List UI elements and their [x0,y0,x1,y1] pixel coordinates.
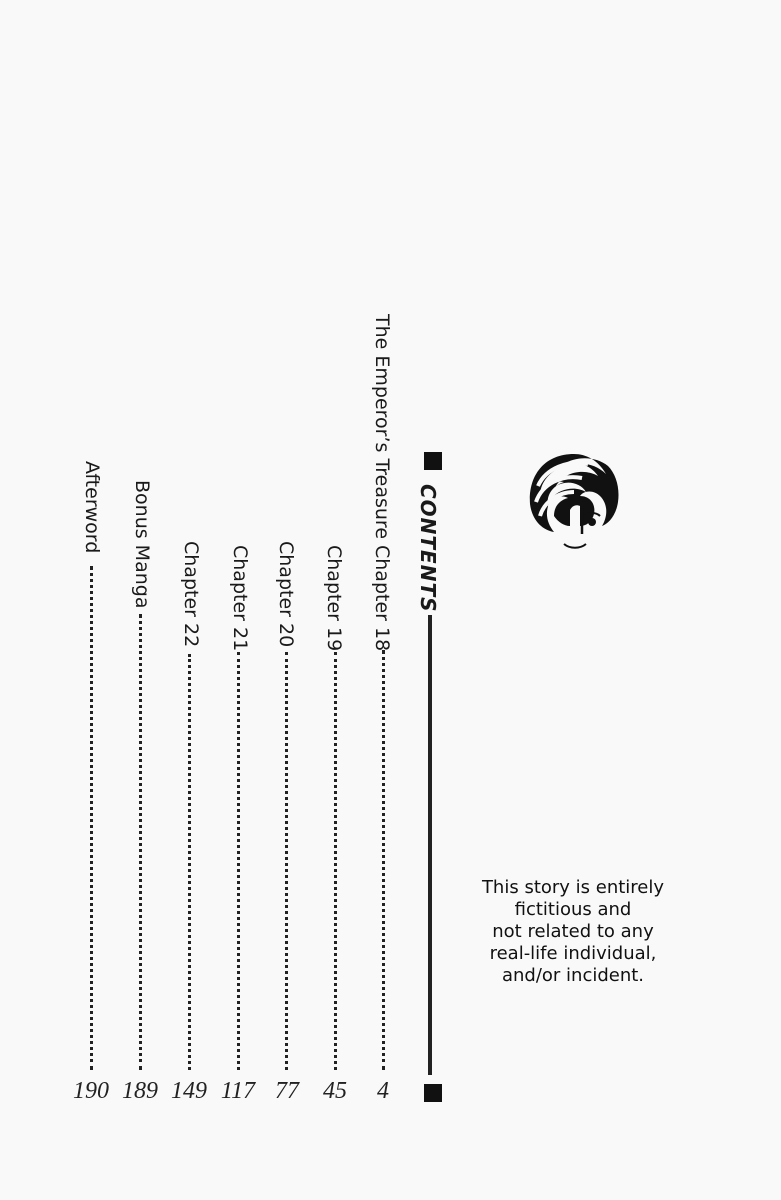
heading-square-marker [424,452,442,470]
leader-dots [188,654,191,1070]
leader-dots [382,650,385,1070]
toc-entry-page: 77 [275,1078,299,1104]
toc-entry-page: 4 [377,1078,389,1104]
toc-entry-page: 189 [122,1078,158,1104]
footer-square-marker [424,1084,442,1102]
disclaimer-line: fictitious and [514,899,632,920]
toc-entry-page: 117 [220,1078,256,1104]
disclaimer-line: and/or incident. [501,965,645,986]
toc-entry-label: Chapter 20 [275,541,297,648]
toc-entry-label: Bonus Manga [131,480,153,609]
toc-entry-label: Afterword [81,461,103,554]
leader-dots [334,652,337,1070]
toc-entry-page: 149 [171,1078,207,1104]
toc-entry-page: 190 [73,1078,109,1104]
toc-entry-label: Chapter 22 [180,541,202,648]
toc-entry-label: Chapter 19 [323,545,345,652]
toc-entry-label: Chapter 21 [229,545,251,652]
leader-dots [285,652,288,1070]
contents-heading: CONTENTS [416,484,440,613]
swirl-emblem-icon [524,446,624,556]
leader-dots [139,614,142,1070]
arc-title: The Emperor’s Treasure [371,314,393,540]
leader-dots [90,566,93,1070]
toc-entry-page: 45 [323,1078,347,1104]
disclaimer-line: This story is entirely [481,877,665,898]
leader-dots [237,652,240,1070]
disclaimer-line: real-life individual, [489,943,657,964]
disclaimer-line: not related to any [492,921,654,942]
disclaimer-text [463,877,683,987]
double-rule-divider [428,615,432,1075]
toc-entry-label: Chapter 18 [371,545,393,652]
